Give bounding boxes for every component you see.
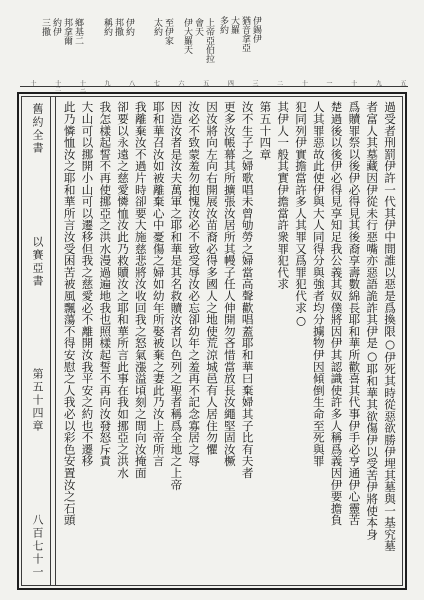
chapter-title: 第五十四章: [31, 368, 44, 434]
text-column: 耶和華召汝如被離棄心中憂傷之婦如幼年所娶被棄之妻此乃汝上帝所言: [151, 101, 166, 467]
annotation-text: 會天: [193, 18, 203, 36]
text-column: 因造汝者是汝夫萬軍之耶和華是其名救贖汝者以色列之聖者稱爲全地之上帝: [169, 101, 184, 491]
annotation-text: 至伊家: [163, 18, 173, 45]
text-column: 我怎樣起誓不再使挪亞之洪水漫過遍地我也照樣起誓不再向汝發怒斥責: [98, 101, 113, 467]
verse-number: 六: [177, 80, 184, 86]
annotation-block: [182, 18, 214, 63]
verse-number: 一: [325, 80, 332, 86]
page-number: 八百七十一: [31, 513, 44, 579]
text-column: 我離棄汝不過片時卻要大施慈悲將汝收回我之怒氣漲溢頃刻之間向汝掩面: [133, 101, 148, 479]
annotation-block: [102, 18, 134, 36]
section-title: 以賽亞書: [31, 235, 44, 288]
verse-number: 五: [399, 80, 406, 86]
text-frame-inner: [21, 96, 403, 586]
verse-number: 二: [275, 80, 283, 86]
book-title: 舊約全書: [31, 103, 44, 155]
verse-number: 四: [226, 80, 234, 86]
top-divider: [20, 86, 408, 87]
annotation-text: 邦撒: [113, 18, 123, 36]
text-column: 因汝將向左向右開展汝苗裔必得多國人之地使荒涼城邑有人居住勿懼: [205, 101, 220, 455]
annotation-text: 稱約: [102, 18, 112, 36]
text-column: 更多汝帳幕其所擴張汝居所其幔子任人伸開勿吝惜當放長汝繩堅固汝橛: [222, 101, 237, 467]
text-column: 其伊人一般其實伊擔當許衆罪犯代求: [276, 101, 291, 290]
text-column: 此乃憐恤汝之耶和華所言汝受困苦被風飄蕩不得安慰之人我必以彩色安置汝之石頭: [62, 101, 77, 526]
annotation-block: [152, 18, 173, 45]
annotation-block: [40, 18, 83, 45]
running-head: [26, 103, 48, 579]
annotation-text: 猶音拿亞: [240, 16, 250, 52]
text-column: 汝不生子之婦歌唱未曾劬勞之婦當高聲歡唱蓋耶和華曰棄婦其子比有夫者: [240, 101, 255, 479]
text-column: 犯同列伊實擔當許多人其罪又爲罪犯代求○: [294, 101, 309, 328]
verse-number: 三: [251, 80, 258, 86]
margin-rule: [50, 97, 51, 585]
verse-number: 十: [349, 80, 357, 86]
annotation-block: [218, 16, 261, 52]
verse-number: 九: [374, 80, 382, 86]
verse-number: 九: [103, 80, 110, 86]
text-column: 過受者刑罰伊許一代其伊中間誰以惡是爲換限○伊死其時從惡欲勝伊埋其墓與一基究墓: [383, 101, 397, 552]
annotation-text: 上帝亞伯拉: [204, 18, 214, 63]
verse-number: 七: [152, 80, 160, 86]
annotation-text: 伊約: [124, 18, 134, 36]
verse-number: 十三: [78, 80, 86, 92]
text-frame: [17, 92, 407, 590]
verse-number: 五: [201, 80, 209, 86]
annotation-text: 太約: [152, 18, 162, 36]
margin-rule: [55, 97, 56, 585]
verse-number: 八: [127, 80, 135, 86]
verse-number: 十: [29, 80, 36, 86]
verse-number: 十: [300, 80, 308, 86]
annotation-text: 伊錫伊: [251, 16, 261, 43]
text-column: 大山可以挪開小山可以遷移但我之慈愛必不離開汝我平安之約也不遷移: [80, 101, 95, 467]
annotation-text: 伊大羅天: [182, 18, 192, 54]
annotation-text: 約伊: [51, 18, 61, 36]
text-column: 楚過後以後伊必得見享知足我公義其奴僕將因伊其認識使許多人稱爲義因伊要擔負: [329, 101, 344, 526]
annotation-text: 多約: [218, 16, 228, 34]
text-column: 人其罪惡故此使伊與大人同得分與強者均分擄物伊因傾倒生命至死與罪: [311, 101, 326, 467]
text-column: 卻要以永遠之慈愛憐恤汝此乃救贖汝之耶和華所言此事在我如挪亞之洪水: [116, 101, 131, 479]
text-column: 汝必不致蒙羞勿抱愧汝必不致受辱汝必忘卻幼年之羞再不記念寡居之辱: [187, 101, 202, 467]
annotation-text: 鄉基二: [73, 18, 83, 45]
text-column: 第五十四章: [258, 101, 273, 160]
verse-number: 十二: [53, 80, 61, 92]
annotation-text: 邦拿爾: [62, 18, 72, 45]
text-column: 者富人其墓藏因伊從未行惡嘴亦惡語詭詐其伊是○耶和華其欲傷伊以受苦伊將使本身: [365, 101, 380, 540]
annotation-text: 大羅: [229, 16, 239, 34]
upper-annotations: [40, 18, 220, 80]
annotation-text: 三撒: [40, 18, 50, 36]
text-body: [62, 101, 400, 581]
text-column: 爲贖罪祭以後伊必得見其後裔享壽數綿長耶和華所歡喜其代事伊手必亨通伊心靈苦: [347, 101, 362, 526]
